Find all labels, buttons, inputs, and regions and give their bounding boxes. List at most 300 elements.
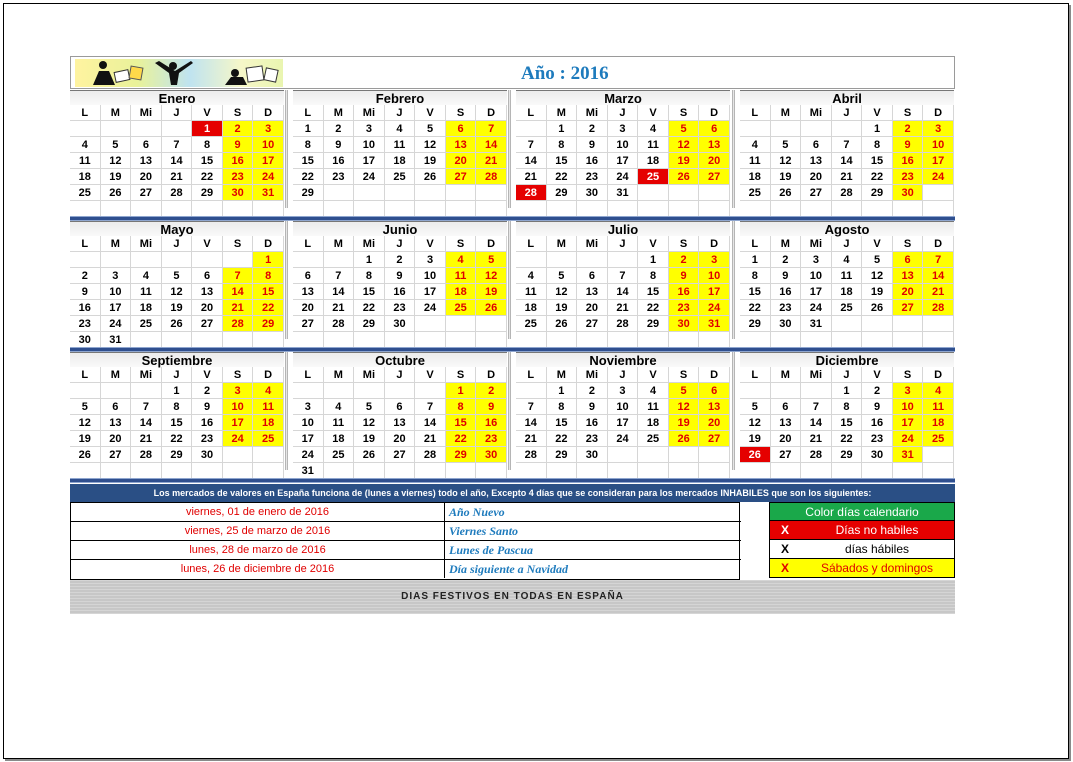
footer-note: DIAS FESTIVOS EN TODAS EN ESPAÑA — [70, 580, 955, 614]
weekday-header: V — [415, 105, 446, 121]
day-cell: 28 — [923, 300, 954, 316]
empty-cell — [699, 201, 730, 217]
day-cell: 21 — [131, 431, 162, 447]
empty-cell — [638, 332, 669, 348]
month-grid — [70, 367, 284, 479]
empty-cell — [699, 185, 730, 201]
weekday-header: L — [293, 236, 324, 252]
month-febrero — [293, 90, 507, 217]
weekday-header: L — [70, 367, 101, 383]
day-cell: 17 — [223, 415, 254, 431]
day-cell: 8 — [253, 268, 284, 284]
empty-cell — [608, 201, 639, 217]
month-julio — [516, 221, 730, 348]
weekday-header: Mi — [354, 105, 385, 121]
day-cell: 16 — [669, 284, 700, 300]
month-name: Mayo — [70, 221, 284, 236]
empty-cell — [740, 463, 771, 479]
empty-cell — [415, 463, 446, 479]
day-cell: 12 — [476, 268, 507, 284]
empty-cell — [740, 383, 771, 399]
day-cell: 31 — [893, 447, 924, 463]
day-cell: 6 — [893, 252, 924, 268]
month-septiembre — [70, 352, 284, 479]
day-cell: 4 — [253, 383, 284, 399]
day-cell: 18 — [446, 284, 477, 300]
title-banner — [70, 56, 955, 89]
empty-cell — [476, 332, 507, 348]
weekday-header: M — [101, 367, 132, 383]
empty-cell — [608, 252, 639, 268]
empty-cell — [923, 447, 954, 463]
people-figures-icon — [75, 59, 283, 87]
empty-cell — [354, 463, 385, 479]
day-cell: 22 — [293, 169, 324, 185]
empty-cell — [70, 463, 101, 479]
day-cell: 10 — [699, 268, 730, 284]
weekday-header: M — [547, 236, 578, 252]
weekday-header: J — [832, 367, 863, 383]
weekday-header: J — [385, 105, 416, 121]
weekday-header: L — [740, 105, 771, 121]
holiday-name: Viernes Santo — [449, 524, 519, 538]
weekday-header: Mi — [801, 105, 832, 121]
day-cell: 19 — [101, 169, 132, 185]
weekday-header: V — [192, 367, 223, 383]
month-agosto — [740, 221, 954, 348]
day-cell: 24 — [293, 447, 324, 463]
day-cell: 25 — [740, 185, 771, 201]
empty-cell — [293, 201, 324, 217]
day-cell: 13 — [801, 153, 832, 169]
day-cell: 19 — [162, 300, 193, 316]
day-cell: 23 — [324, 169, 355, 185]
holidays-list — [70, 502, 740, 580]
empty-cell — [638, 447, 669, 463]
empty-cell — [923, 316, 954, 332]
row-separator — [70, 216, 955, 221]
weekday-header: V — [862, 367, 893, 383]
weekday-header: S — [446, 367, 477, 383]
column-separator — [285, 90, 288, 208]
weekday-header: S — [446, 236, 477, 252]
day-cell: 2 — [385, 252, 416, 268]
empty-cell — [638, 201, 669, 217]
legend-item-holiday — [769, 521, 955, 540]
legend-label: días hábiles — [800, 540, 954, 558]
day-cell: 19 — [669, 415, 700, 431]
day-cell: 19 — [740, 431, 771, 447]
day-cell: 27 — [893, 300, 924, 316]
day-cell: 17 — [893, 415, 924, 431]
day-cell: 14 — [223, 284, 254, 300]
weekday-header: Mi — [354, 367, 385, 383]
day-cell: 9 — [385, 268, 416, 284]
day-cell: 14 — [131, 415, 162, 431]
day-cell: 24 — [354, 169, 385, 185]
month-enero — [70, 90, 284, 217]
day-cell: 20 — [385, 431, 416, 447]
day-cell: 10 — [608, 137, 639, 153]
weekday-header: D — [476, 367, 507, 383]
empty-cell — [131, 332, 162, 348]
empty-cell — [385, 201, 416, 217]
day-cell: 3 — [253, 121, 284, 137]
day-cell: 6 — [385, 399, 416, 415]
day-cell: 9 — [862, 399, 893, 415]
day-cell: 28 — [801, 447, 832, 463]
weekday-header: V — [192, 105, 223, 121]
empty-cell — [131, 201, 162, 217]
empty-cell — [101, 383, 132, 399]
empty-cell — [476, 316, 507, 332]
day-cell: 4 — [638, 121, 669, 137]
day-cell: 11 — [70, 153, 101, 169]
weekday-header: V — [862, 105, 893, 121]
holiday-row — [71, 541, 741, 560]
month-grid — [516, 367, 730, 479]
weekday-header: V — [415, 236, 446, 252]
weekday-header: D — [699, 367, 730, 383]
empty-cell — [669, 332, 700, 348]
day-cell: 24 — [253, 169, 284, 185]
day-cell: 4 — [131, 268, 162, 284]
day-cell: 11 — [385, 137, 416, 153]
day-cell: 20 — [699, 415, 730, 431]
day-cell: 22 — [162, 431, 193, 447]
empty-cell — [415, 201, 446, 217]
column-separator — [732, 221, 735, 339]
empty-cell — [101, 252, 132, 268]
day-cell: 8 — [862, 137, 893, 153]
empty-cell — [101, 463, 132, 479]
day-cell: 29 — [638, 316, 669, 332]
empty-cell — [740, 121, 771, 137]
day-cell: 28 — [516, 447, 547, 463]
day-cell: 6 — [192, 268, 223, 284]
day-cell: 8 — [192, 137, 223, 153]
day-cell: 7 — [516, 137, 547, 153]
empty-cell — [923, 185, 954, 201]
day-cell: 2 — [577, 121, 608, 137]
day-cell: 10 — [101, 284, 132, 300]
day-cell: 14 — [832, 153, 863, 169]
day-cell: 6 — [446, 121, 477, 137]
day-cell: 12 — [101, 153, 132, 169]
day-cell: 3 — [893, 383, 924, 399]
day-cell: 11 — [638, 399, 669, 415]
day-cell: 3 — [415, 252, 446, 268]
weekday-header: J — [162, 105, 193, 121]
day-cell: 17 — [608, 153, 639, 169]
weekday-header: M — [547, 367, 578, 383]
day-cell: 25 — [385, 169, 416, 185]
weekday-header: M — [771, 367, 802, 383]
day-cell: 12 — [70, 415, 101, 431]
day-cell: 22 — [547, 169, 578, 185]
month-grid — [293, 105, 507, 217]
weekday-header: M — [771, 236, 802, 252]
day-cell: 27 — [446, 169, 477, 185]
day-cell: 16 — [223, 153, 254, 169]
holiday-row — [71, 560, 741, 579]
day-cell: 25 — [923, 431, 954, 447]
day-cell: 7 — [801, 399, 832, 415]
day-cell: 15 — [547, 153, 578, 169]
day-cell: 30 — [893, 185, 924, 201]
day-cell: 1 — [547, 121, 578, 137]
empty-cell — [253, 201, 284, 217]
day-cell: 2 — [577, 383, 608, 399]
day-cell: 20 — [293, 300, 324, 316]
weekday-header: D — [699, 236, 730, 252]
empty-cell — [577, 332, 608, 348]
day-cell: 21 — [923, 284, 954, 300]
day-cell: 24 — [415, 300, 446, 316]
day-cell: 3 — [923, 121, 954, 137]
row-separator — [70, 347, 955, 352]
empty-cell — [893, 316, 924, 332]
month-abril — [740, 90, 954, 217]
day-cell: 3 — [101, 268, 132, 284]
month-name: Octubre — [293, 352, 507, 367]
month-name: Diciembre — [740, 352, 954, 367]
page-title: Año : 2016 — [521, 63, 609, 84]
empty-cell — [324, 201, 355, 217]
day-cell: 18 — [740, 169, 771, 185]
empty-cell — [446, 332, 477, 348]
day-cell: 1 — [547, 383, 578, 399]
day-cell: 20 — [699, 153, 730, 169]
day-cell: 9 — [893, 137, 924, 153]
day-cell: 1 — [862, 121, 893, 137]
day-cell: 4 — [385, 121, 416, 137]
column-separator — [508, 352, 511, 470]
day-cell: 10 — [608, 399, 639, 415]
day-cell: 25 — [253, 431, 284, 447]
day-cell: 5 — [669, 383, 700, 399]
weekday-header: Mi — [577, 105, 608, 121]
weekday-header: M — [324, 236, 355, 252]
day-cell: 14 — [516, 153, 547, 169]
day-cell: 19 — [669, 153, 700, 169]
day-cell: 12 — [740, 415, 771, 431]
empty-cell — [862, 332, 893, 348]
day-cell: 22 — [547, 431, 578, 447]
day-cell: 24 — [923, 169, 954, 185]
day-cell: 27 — [699, 431, 730, 447]
day-cell: 28 — [608, 316, 639, 332]
day-cell: 26 — [669, 169, 700, 185]
empty-cell — [415, 185, 446, 201]
row-separator — [70, 478, 955, 483]
day-cell: 6 — [577, 268, 608, 284]
month-grid — [740, 236, 954, 348]
month-grid — [293, 367, 507, 479]
column-separator — [508, 221, 511, 339]
empty-cell — [801, 463, 832, 479]
day-cell: 15 — [547, 415, 578, 431]
weekday-header: J — [832, 236, 863, 252]
day-cell: 20 — [577, 300, 608, 316]
empty-cell — [516, 252, 547, 268]
day-cell: 22 — [862, 169, 893, 185]
empty-cell — [324, 185, 355, 201]
day-cell: 8 — [162, 399, 193, 415]
day-cell: 29 — [862, 185, 893, 201]
weekday-header: L — [740, 367, 771, 383]
day-cell: 16 — [192, 415, 223, 431]
day-cell: 24 — [699, 300, 730, 316]
day-cell: 7 — [516, 399, 547, 415]
day-cell: 10 — [293, 415, 324, 431]
day-cell: 14 — [801, 415, 832, 431]
day-cell: 23 — [476, 431, 507, 447]
empty-cell — [577, 463, 608, 479]
day-cell: 25 — [638, 431, 669, 447]
day-cell: 26 — [862, 300, 893, 316]
day-cell: 17 — [608, 415, 639, 431]
empty-cell — [446, 201, 477, 217]
holiday-name: Año Nuevo — [449, 505, 505, 519]
month-name: Febrero — [293, 90, 507, 105]
day-cell: 1 — [192, 121, 223, 137]
day-cell: 14 — [923, 268, 954, 284]
empty-cell — [923, 463, 954, 479]
day-cell: 5 — [476, 252, 507, 268]
empty-cell — [476, 201, 507, 217]
legend-title: Color días calendario — [769, 502, 955, 521]
day-cell: 2 — [893, 121, 924, 137]
day-cell: 14 — [476, 137, 507, 153]
day-cell: 8 — [446, 399, 477, 415]
day-cell: 13 — [293, 284, 324, 300]
weekday-header: S — [893, 367, 924, 383]
day-cell: 29 — [192, 185, 223, 201]
day-cell: 2 — [70, 268, 101, 284]
day-cell: 8 — [638, 268, 669, 284]
day-cell: 13 — [699, 137, 730, 153]
day-cell: 21 — [324, 300, 355, 316]
day-cell: 1 — [253, 252, 284, 268]
day-cell: 18 — [253, 415, 284, 431]
day-cell: 28 — [223, 316, 254, 332]
day-cell: 25 — [70, 185, 101, 201]
legend-label: Sábados y domingos — [800, 559, 954, 577]
day-cell: 5 — [669, 121, 700, 137]
weekday-header: S — [669, 236, 700, 252]
day-cell: 2 — [862, 383, 893, 399]
day-cell: 30 — [577, 185, 608, 201]
day-cell: 11 — [638, 137, 669, 153]
day-cell: 13 — [699, 399, 730, 415]
day-cell: 11 — [324, 415, 355, 431]
month-grid — [516, 236, 730, 348]
day-cell: 27 — [801, 185, 832, 201]
day-cell: 9 — [324, 137, 355, 153]
empty-cell — [699, 463, 730, 479]
column-separator — [732, 352, 735, 470]
day-cell: 3 — [354, 121, 385, 137]
month-grid — [293, 236, 507, 348]
month-junio — [293, 221, 507, 348]
day-cell: 30 — [476, 447, 507, 463]
day-cell: 29 — [162, 447, 193, 463]
day-cell: 21 — [223, 300, 254, 316]
empty-cell — [669, 185, 700, 201]
empty-cell — [923, 332, 954, 348]
day-cell: 12 — [162, 284, 193, 300]
day-cell: 21 — [801, 431, 832, 447]
empty-cell — [771, 383, 802, 399]
empty-cell — [324, 332, 355, 348]
day-cell: 21 — [162, 169, 193, 185]
day-cell: 4 — [446, 252, 477, 268]
day-cell: 27 — [771, 447, 802, 463]
day-cell: 30 — [385, 316, 416, 332]
empty-cell — [923, 201, 954, 217]
empty-cell — [70, 201, 101, 217]
day-cell: 7 — [476, 121, 507, 137]
weekday-header: Mi — [354, 236, 385, 252]
day-cell: 6 — [801, 137, 832, 153]
day-cell: 13 — [446, 137, 477, 153]
day-cell: 16 — [70, 300, 101, 316]
day-cell: 3 — [223, 383, 254, 399]
day-cell: 26 — [771, 185, 802, 201]
day-cell: 5 — [862, 252, 893, 268]
day-cell: 26 — [740, 447, 771, 463]
day-cell: 29 — [446, 447, 477, 463]
day-cell: 23 — [577, 431, 608, 447]
day-cell: 24 — [893, 431, 924, 447]
weekday-header: L — [516, 236, 547, 252]
empty-cell — [223, 252, 254, 268]
month-name: Agosto — [740, 221, 954, 236]
weekday-header: M — [771, 105, 802, 121]
empty-cell — [801, 201, 832, 217]
empty-cell — [832, 463, 863, 479]
holiday-date: viernes, 25 de marzo de 2016 — [71, 522, 445, 540]
holiday-date: lunes, 28 de marzo de 2016 — [71, 541, 445, 559]
day-cell: 17 — [923, 153, 954, 169]
weekday-header: J — [162, 367, 193, 383]
empty-cell — [577, 201, 608, 217]
empty-cell — [70, 121, 101, 137]
day-cell: 6 — [131, 137, 162, 153]
weekday-header: D — [253, 367, 284, 383]
day-cell: 5 — [101, 137, 132, 153]
day-cell: 13 — [577, 284, 608, 300]
day-cell: 11 — [923, 399, 954, 415]
day-cell: 19 — [415, 153, 446, 169]
holiday-name: Lunes de Pascua — [449, 543, 533, 557]
day-cell: 21 — [415, 431, 446, 447]
weekday-header: V — [415, 367, 446, 383]
month-mayo — [70, 221, 284, 348]
day-cell: 1 — [638, 252, 669, 268]
day-cell: 9 — [577, 399, 608, 415]
day-cell: 3 — [608, 383, 639, 399]
weekday-header: L — [70, 105, 101, 121]
day-cell: 10 — [223, 399, 254, 415]
weekday-header: Mi — [131, 367, 162, 383]
logo-image — [75, 59, 283, 87]
month-name: Abril — [740, 90, 954, 105]
day-cell: 6 — [101, 399, 132, 415]
day-cell: 18 — [131, 300, 162, 316]
empty-cell — [192, 201, 223, 217]
